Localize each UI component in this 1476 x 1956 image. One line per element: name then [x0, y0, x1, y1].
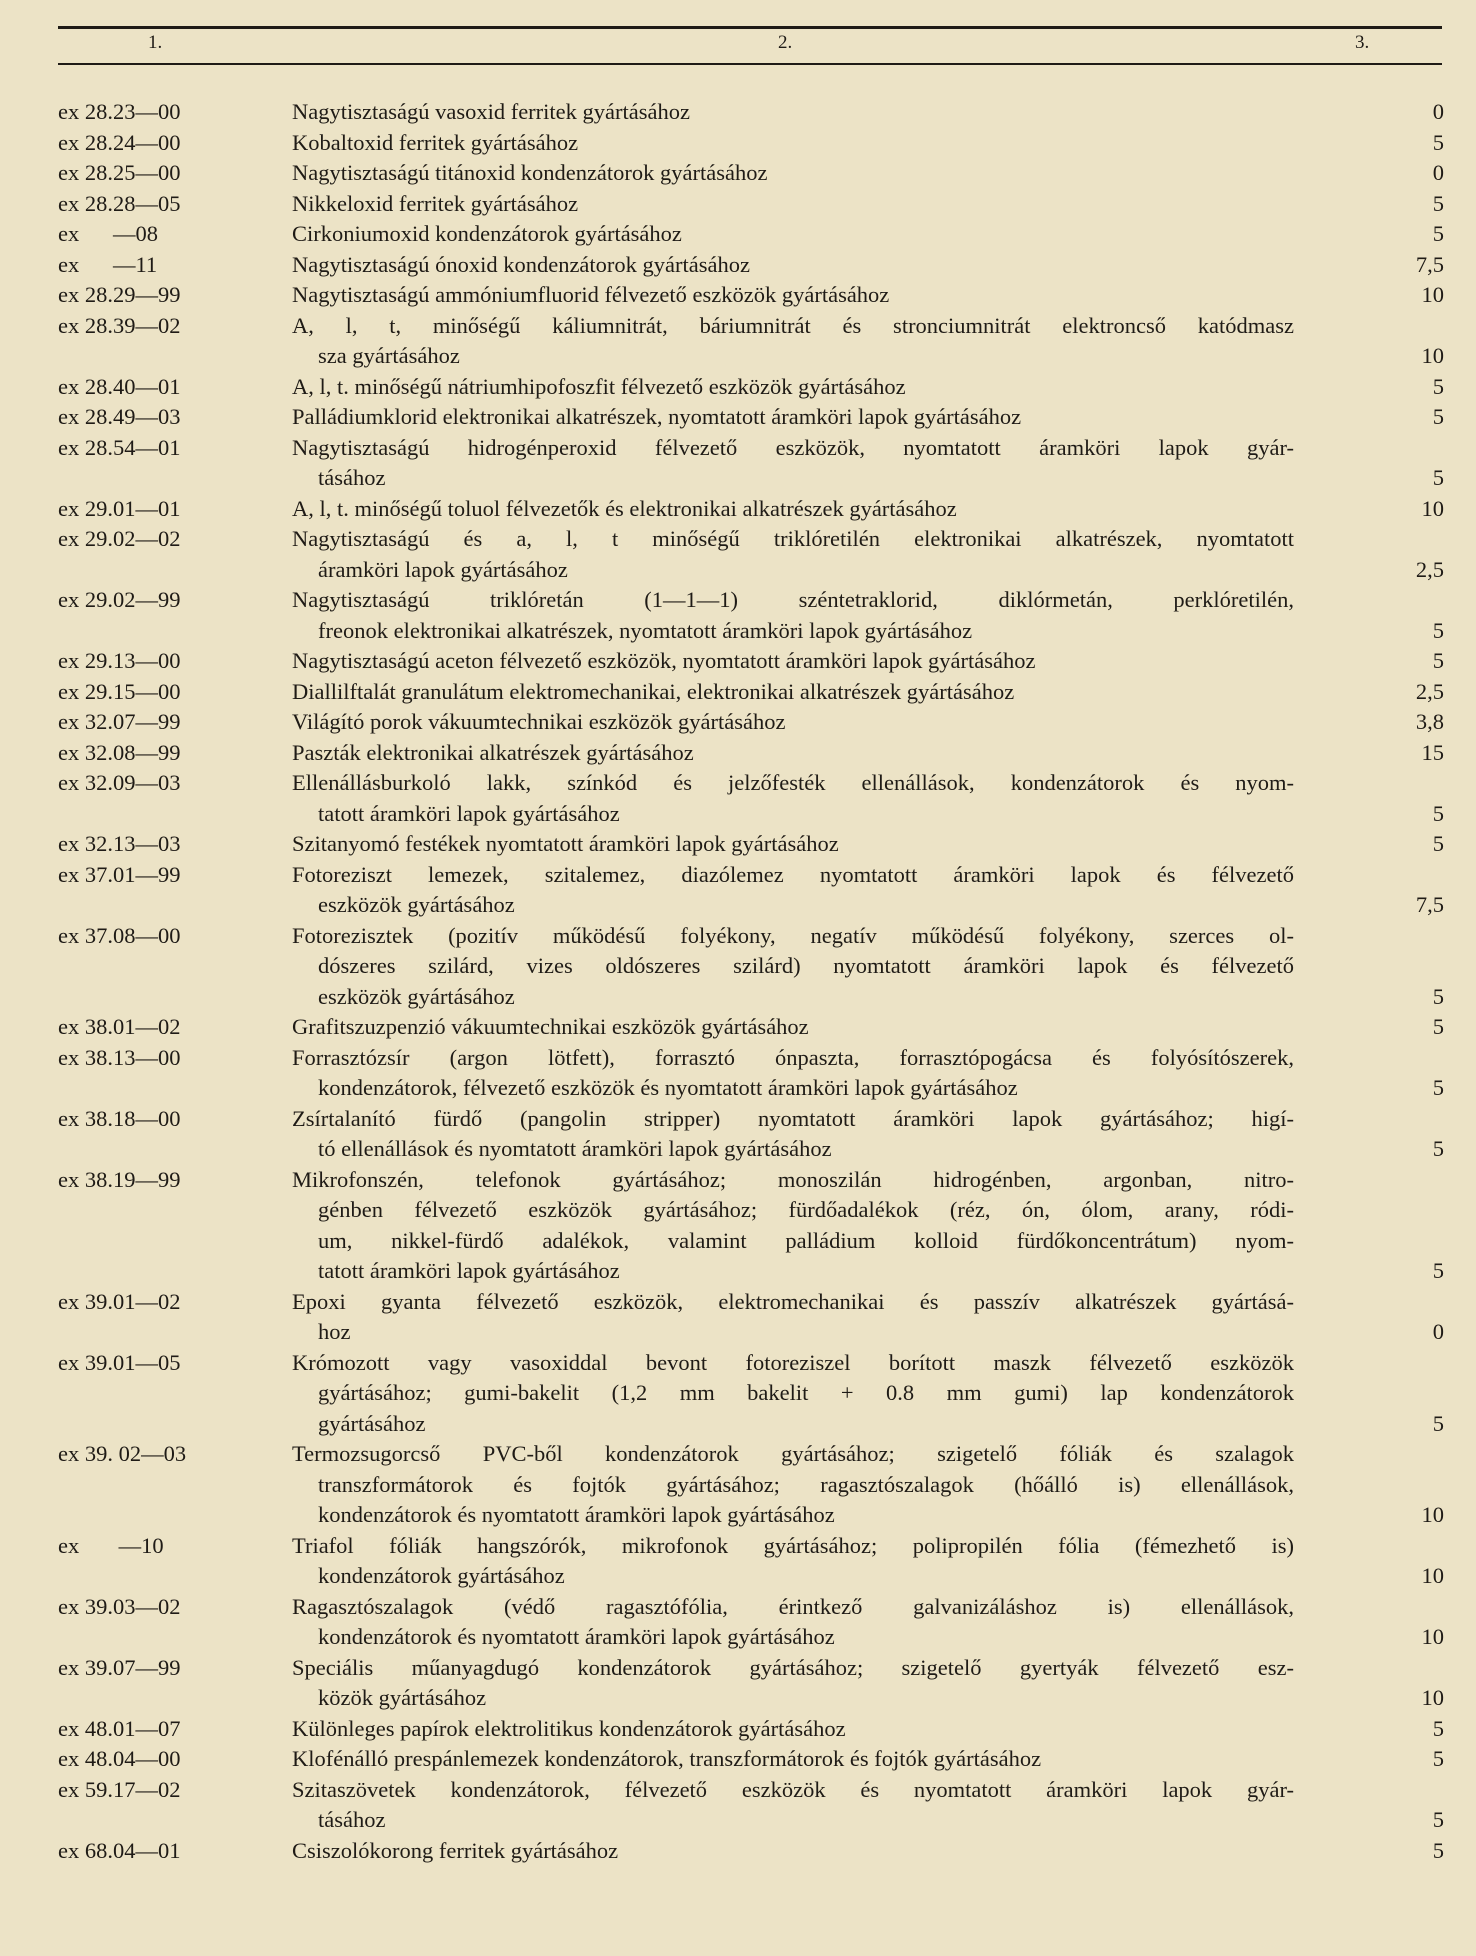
duty-rate: 5 [1432, 373, 1444, 399]
item-description [290, 1775, 1294, 1836]
duty-rate: 3,8 [1415, 709, 1444, 734]
description-line: Különleges papírok elektrolitikus kondenzátorok gyártásához [292, 1715, 846, 1741]
duty-rate: 5 [1432, 648, 1444, 673]
tariff-code: ex 28.29—99 [58, 282, 181, 307]
description-line: Nagytisztaságú triklóretán (1—1—1) széntetraklorid, diklórmetán, perklóretilén, [292, 587, 1294, 612]
duty-rate: 10 [1421, 495, 1444, 521]
table-row [58, 1043, 1476, 1104]
item-description [290, 280, 1294, 311]
duty-rate: 5 [1432, 1746, 1444, 1771]
description-line: eszközök gyártásához [318, 892, 515, 917]
item-description [290, 189, 1294, 220]
table-row [58, 1836, 1476, 1867]
table-row [58, 128, 1476, 159]
tariff-code: ex 28.28—05 [58, 190, 181, 216]
item-description [290, 433, 1294, 494]
item-description [290, 494, 1294, 525]
table-row [58, 494, 1476, 525]
tariff-code: ex 29.02—99 [58, 587, 181, 612]
tariff-code: ex 29.02—02 [58, 526, 181, 551]
description-line: kondenzátorok, félvezető eszközök és nyomtatott áramköri lapok gyártásához [318, 1075, 1018, 1100]
duty-rate: 5 [1432, 190, 1444, 216]
description-line: gyártásához; gumi-bakelit (1,2 mm bakelit + 0.8 mm gumi) lap kondenzátorok [318, 1380, 1294, 1405]
tariff-code: ex 48.04—00 [58, 1746, 181, 1771]
duty-rate: 5 [1432, 983, 1444, 1009]
description-line: Paszták elektronikai alkatrészek gyártásához [292, 739, 694, 765]
item-description [290, 585, 1294, 646]
table-row [58, 738, 1476, 769]
description-line: Nagytisztaságú és a, l, t minőségű triklóretilén elektronikai alkatrészek, nyomtatott [292, 526, 1294, 551]
description-line: tásához [318, 465, 386, 490]
description-line: közök gyártásához [318, 1685, 487, 1710]
table-row [58, 219, 1476, 250]
table-row [58, 433, 1476, 494]
duty-rate: 10 [1421, 282, 1444, 307]
tariff-code: ex 38.01—02 [58, 1014, 181, 1039]
header-rule [58, 63, 1442, 65]
table-row [58, 280, 1476, 311]
item-description [290, 1836, 1294, 1867]
item-description [290, 860, 1294, 921]
item-description [290, 768, 1294, 829]
description-line: Ellenállásburkoló lakk, színkód és jelzőfesték ellenállások, kondenzátorok és nyom- [292, 770, 1294, 795]
table-row [58, 1012, 1476, 1043]
item-description [290, 1104, 1294, 1165]
item-description [290, 1714, 1294, 1745]
table-row [58, 1104, 1476, 1165]
table-row [58, 768, 1476, 829]
duty-rate: 5 [1432, 1258, 1444, 1283]
item-description [290, 1043, 1294, 1104]
tariff-code: ex 39. 02—03 [58, 1441, 187, 1466]
duty-rate: 5 [1432, 404, 1444, 429]
table-row [58, 1348, 1476, 1440]
item-description [290, 402, 1294, 433]
table-row [58, 646, 1476, 677]
item-description [290, 1744, 1294, 1775]
description-line: Fotoreziszt lemezek, szitalemez, diazólemez nyomtatott áramköri lapok és félvezető [292, 861, 1294, 887]
description-line: Klofénálló prespánlemezek kondenzátorok, transzformátorok és fojtók gyártásához [292, 1746, 1042, 1771]
duty-rate: 7,5 [1415, 892, 1444, 917]
duty-rate: 0 [1432, 1319, 1444, 1344]
description-line: kondenzátorok és nyomtatott áramköri lapok gyártásához [318, 1502, 835, 1527]
duty-rate: 10 [1421, 1563, 1444, 1588]
table-row [58, 524, 1476, 585]
table-row [58, 1531, 1476, 1592]
duty-rate: 10 [1421, 1685, 1444, 1710]
tariff-code: ex 48.01—07 [58, 1715, 181, 1741]
description-line: Forrasztózsír (argon lötfett), forrasztó ónpaszta, forrasztópogácsa és folyósítószerek, [292, 1044, 1294, 1070]
tariff-code: ex 28.23—00 [58, 99, 181, 124]
item-description [290, 1653, 1294, 1714]
item-description [290, 1531, 1294, 1592]
item-description [290, 128, 1294, 159]
item-description [290, 921, 1294, 1013]
description-line: A, l, t. minőségű nátriumhipofoszfit félvezető eszközök gyártásához [292, 373, 906, 399]
description-line: Palládiumklorid elektronikai alkatrészek, nyomtatott áramköri lapok gyártásához [292, 404, 1022, 429]
duty-rate: 5 [1432, 1075, 1444, 1100]
item-description [290, 1012, 1294, 1043]
top-rule [58, 26, 1442, 29]
tariff-code: ex 68.04—01 [58, 1837, 181, 1863]
table-row [58, 250, 1476, 281]
duty-rate: 0 [1432, 99, 1444, 124]
item-description [290, 1592, 1294, 1653]
duty-rate: 2,5 [1415, 556, 1444, 582]
description-line: hoz [318, 1319, 351, 1344]
duty-rate: 15 [1421, 739, 1444, 765]
description-line: Mikrofonszén, telefonok gyártásához; monoszilán hidrogénben, argonban, nitro- [292, 1166, 1294, 1192]
description-line: áramköri lapok gyártásához [318, 556, 568, 582]
tariff-code: ex 39.03—02 [58, 1593, 181, 1619]
tariff-code: ex —10 [58, 1532, 164, 1558]
tariff-code: ex 28.54—01 [58, 434, 181, 460]
duty-rate: 10 [1421, 1624, 1444, 1649]
description-line: Grafitszuzpenzió vákuumtechnikai eszközök gyártásához [292, 1014, 809, 1039]
item-description [290, 311, 1294, 372]
tariff-table-body [58, 97, 1476, 1866]
duty-rate: 5 [1432, 129, 1444, 155]
description-line: Nagytisztaságú vasoxid ferritek gyártásához [292, 99, 690, 124]
item-description [290, 1348, 1294, 1440]
tariff-code: ex —08 [58, 221, 158, 246]
tariff-code: ex 29.13—00 [58, 648, 181, 673]
description-line: Világító porok vákuumtechnikai eszközök gyártásához [292, 709, 786, 734]
description-line: Cirkoniumoxid kondenzátorok gyártásához [292, 221, 682, 246]
item-description [290, 1165, 1294, 1287]
description-line: Nagytisztaságú ammóniumfluorid félvezető eszközök gyártásához [292, 282, 890, 307]
description-line: kondenzátorok és nyomtatott áramköri lapok gyártásához [318, 1624, 835, 1649]
item-description [290, 646, 1294, 677]
description-line: tatott áramköri lapok gyártásához [318, 800, 620, 826]
tariff-code: ex 37.01—99 [58, 861, 181, 887]
tariff-code: ex 32.07—99 [58, 709, 181, 734]
table-row [58, 1714, 1476, 1745]
tariff-code: ex 38.18—00 [58, 1105, 181, 1131]
description-line: Zsírtalanító fürdő (pangolin stripper) nyomtatott áramköri lapok gyártásához; higí- [292, 1105, 1294, 1131]
description-line: dószeres szilárd, vizes oldószeres szilárd) nyomtatott áramköri lapok és félvezető [318, 953, 1294, 978]
tariff-code: ex 38.19—99 [58, 1166, 181, 1192]
description-line: Termozsugorcső PVC-ből kondenzátorok gyártásához; szigetelő fóliák és szalagok [292, 1441, 1294, 1466]
table-row [58, 158, 1476, 189]
table-row [58, 585, 1476, 646]
tariff-code: ex 59.17—02 [58, 1776, 181, 1802]
duty-rate: 2,5 [1415, 678, 1444, 704]
tariff-code: ex 32.09—03 [58, 770, 181, 795]
description-line: Szitaszövetek kondenzátorok, félvezető eszközök és nyomtatott áramköri lapok gyár- [292, 1776, 1294, 1802]
duty-rate: 5 [1432, 465, 1444, 490]
description-line: Speciális műanyagdugó kondenzátorok gyártásához; szigetelő gyertyák félvezető esz- [292, 1654, 1294, 1680]
description-line: gyártásához [318, 1410, 426, 1436]
description-line: Ragasztószalagok (védő ragasztófólia, érintkező galvanizáláshoz is) ellenállások, [292, 1593, 1294, 1619]
table-row [58, 677, 1476, 708]
table-row [58, 829, 1476, 860]
item-description [290, 372, 1294, 403]
description-line: Nagytisztaságú hidrogénperoxid félvezető eszközök, nyomtatott áramköri lapok gyár- [292, 434, 1294, 460]
table-row [58, 1287, 1476, 1348]
description-line: A, l, t. minőségű toluol félvezetők és elektronikai alkatrészek gyártásához [292, 495, 957, 521]
table-row [58, 860, 1476, 921]
duty-rate: 0 [1432, 160, 1444, 185]
duty-rate: 5 [1432, 831, 1444, 856]
description-line: Fotorezisztek (pozitív működésű folyékony, negatív működésű folyékony, szerces ol- [292, 922, 1294, 948]
description-line: A, l, t, minőségű káliumnitrát, báriumnitrát és stronciumnitrát elektroncső katódmasz [292, 312, 1294, 338]
description-line: um, nikkel-fürdő adalékok, valamint palládium kolloid fürdőkoncentrátum) nyom- [318, 1227, 1294, 1253]
tariff-code: ex —11 [58, 251, 158, 277]
table-row [58, 189, 1476, 220]
description-line: eszközök gyártásához [318, 983, 515, 1009]
description-line: kondenzátorok gyártásához [318, 1563, 565, 1588]
duty-rate: 5 [1432, 1014, 1444, 1039]
description-line: génben félvezető eszközök gyártásához; fürdőadalékok (réz, ón, ólom, arany, ródi- [318, 1197, 1294, 1222]
tariff-code: ex 28.49—03 [58, 404, 181, 429]
table-row [58, 402, 1476, 433]
item-description [290, 158, 1294, 189]
description-line: Triafol fóliák hangszórók, mikrofonok gyártásához; polipropilén fólia (fémezhető is) [292, 1532, 1294, 1558]
description-line: sza gyártásához [318, 343, 460, 368]
item-description [290, 1287, 1294, 1348]
description-line: freonok elektronikai alkatrészek, nyomtatott áramköri lapok gyártásához [318, 617, 973, 643]
duty-rate: 10 [1421, 1502, 1444, 1527]
table-row [58, 1775, 1476, 1836]
description-line: Csiszolókorong ferritek gyártásához [292, 1837, 619, 1863]
item-description [290, 97, 1294, 128]
duty-rate: 7,5 [1415, 251, 1444, 277]
duty-rate: 10 [1421, 343, 1444, 368]
tariff-code: ex 32.13—03 [58, 831, 181, 856]
tariff-code: ex 29.01—01 [58, 495, 181, 521]
table-row [58, 1744, 1476, 1775]
duty-rate: 5 [1432, 221, 1444, 246]
table-row [58, 372, 1476, 403]
table-row [58, 707, 1476, 738]
item-description [290, 707, 1294, 738]
tariff-code: ex 39.07—99 [58, 1654, 181, 1680]
tariff-code: ex 39.01—05 [58, 1349, 181, 1375]
tariff-code: ex 38.13—00 [58, 1044, 181, 1070]
tariff-code: ex 28.24—00 [58, 129, 181, 155]
description-line: Kobaltoxid ferritek gyártásához [292, 129, 579, 155]
item-description [290, 677, 1294, 708]
tariff-code: ex 29.15—00 [58, 678, 181, 704]
table-row [58, 97, 1476, 128]
description-line: Nagytisztaságú titánoxid kondenzátorok gyártásához [292, 160, 768, 185]
table-row [58, 311, 1476, 372]
item-description [290, 829, 1294, 860]
duty-rate: 5 [1432, 1136, 1444, 1161]
table-row [58, 1592, 1476, 1653]
item-description [290, 1439, 1294, 1531]
tariff-code: ex 37.08—00 [58, 922, 181, 948]
tariff-code: ex 39.01—02 [58, 1288, 181, 1314]
tariff-code: ex 28.25—00 [58, 160, 181, 185]
tariff-code: ex 28.40—01 [58, 373, 181, 399]
duty-rate: 5 [1432, 1807, 1444, 1832]
description-line: transzformátorok és fojtók gyártásához; ragasztószalagok (hőálló is) ellenállások, [318, 1471, 1294, 1497]
description-line: Nagytisztaságú ónoxid kondenzátorok gyártásához [292, 251, 750, 277]
description-line: Szitanyomó festékek nyomtatott áramköri lapok gyártásához [292, 831, 839, 856]
item-description [290, 219, 1294, 250]
tariff-table [58, 97, 1476, 1866]
description-line: Nikkeloxid ferritek gyártásához [292, 190, 579, 216]
duty-rate: 5 [1432, 1715, 1444, 1741]
column-header-1: 1. [148, 32, 163, 53]
duty-rate: 5 [1432, 1410, 1444, 1436]
description-line: tásához [318, 1807, 386, 1832]
table-row [58, 1165, 1476, 1287]
tariff-code: ex 32.08—99 [58, 739, 181, 765]
description-line: tó ellenállások és nyomtatott áramköri lapok gyártásához [318, 1136, 832, 1161]
description-line: Diallilftalát granulátum elektromechanikai, elektronikai alkatrészek gyártásához [292, 678, 1015, 704]
table-row [58, 1439, 1476, 1531]
column-header-2: 2. [778, 32, 793, 53]
column-header-3: 3. [1355, 32, 1370, 53]
description-line: tatott áramköri lapok gyártásához [318, 1258, 620, 1283]
duty-rate: 5 [1432, 1837, 1444, 1863]
description-line: Epoxi gyanta félvezető eszközök, elektromechanikai és passzív alkatrészek gyártásá- [292, 1288, 1294, 1314]
description-line: Nagytisztaságú aceton félvezető eszközök, nyomtatott áramköri lapok gyártásához [292, 648, 1036, 673]
table-row [58, 921, 1476, 1013]
duty-rate: 5 [1432, 617, 1444, 643]
item-description [290, 738, 1294, 769]
item-description [290, 524, 1294, 585]
tariff-code: ex 28.39—02 [58, 312, 181, 338]
description-line: Krómozott vagy vasoxiddal bevont fotoreziszel borított maszk félvezető eszközök [292, 1349, 1294, 1375]
item-description [290, 250, 1294, 281]
duty-rate: 5 [1432, 800, 1444, 826]
table-row [58, 1653, 1476, 1714]
